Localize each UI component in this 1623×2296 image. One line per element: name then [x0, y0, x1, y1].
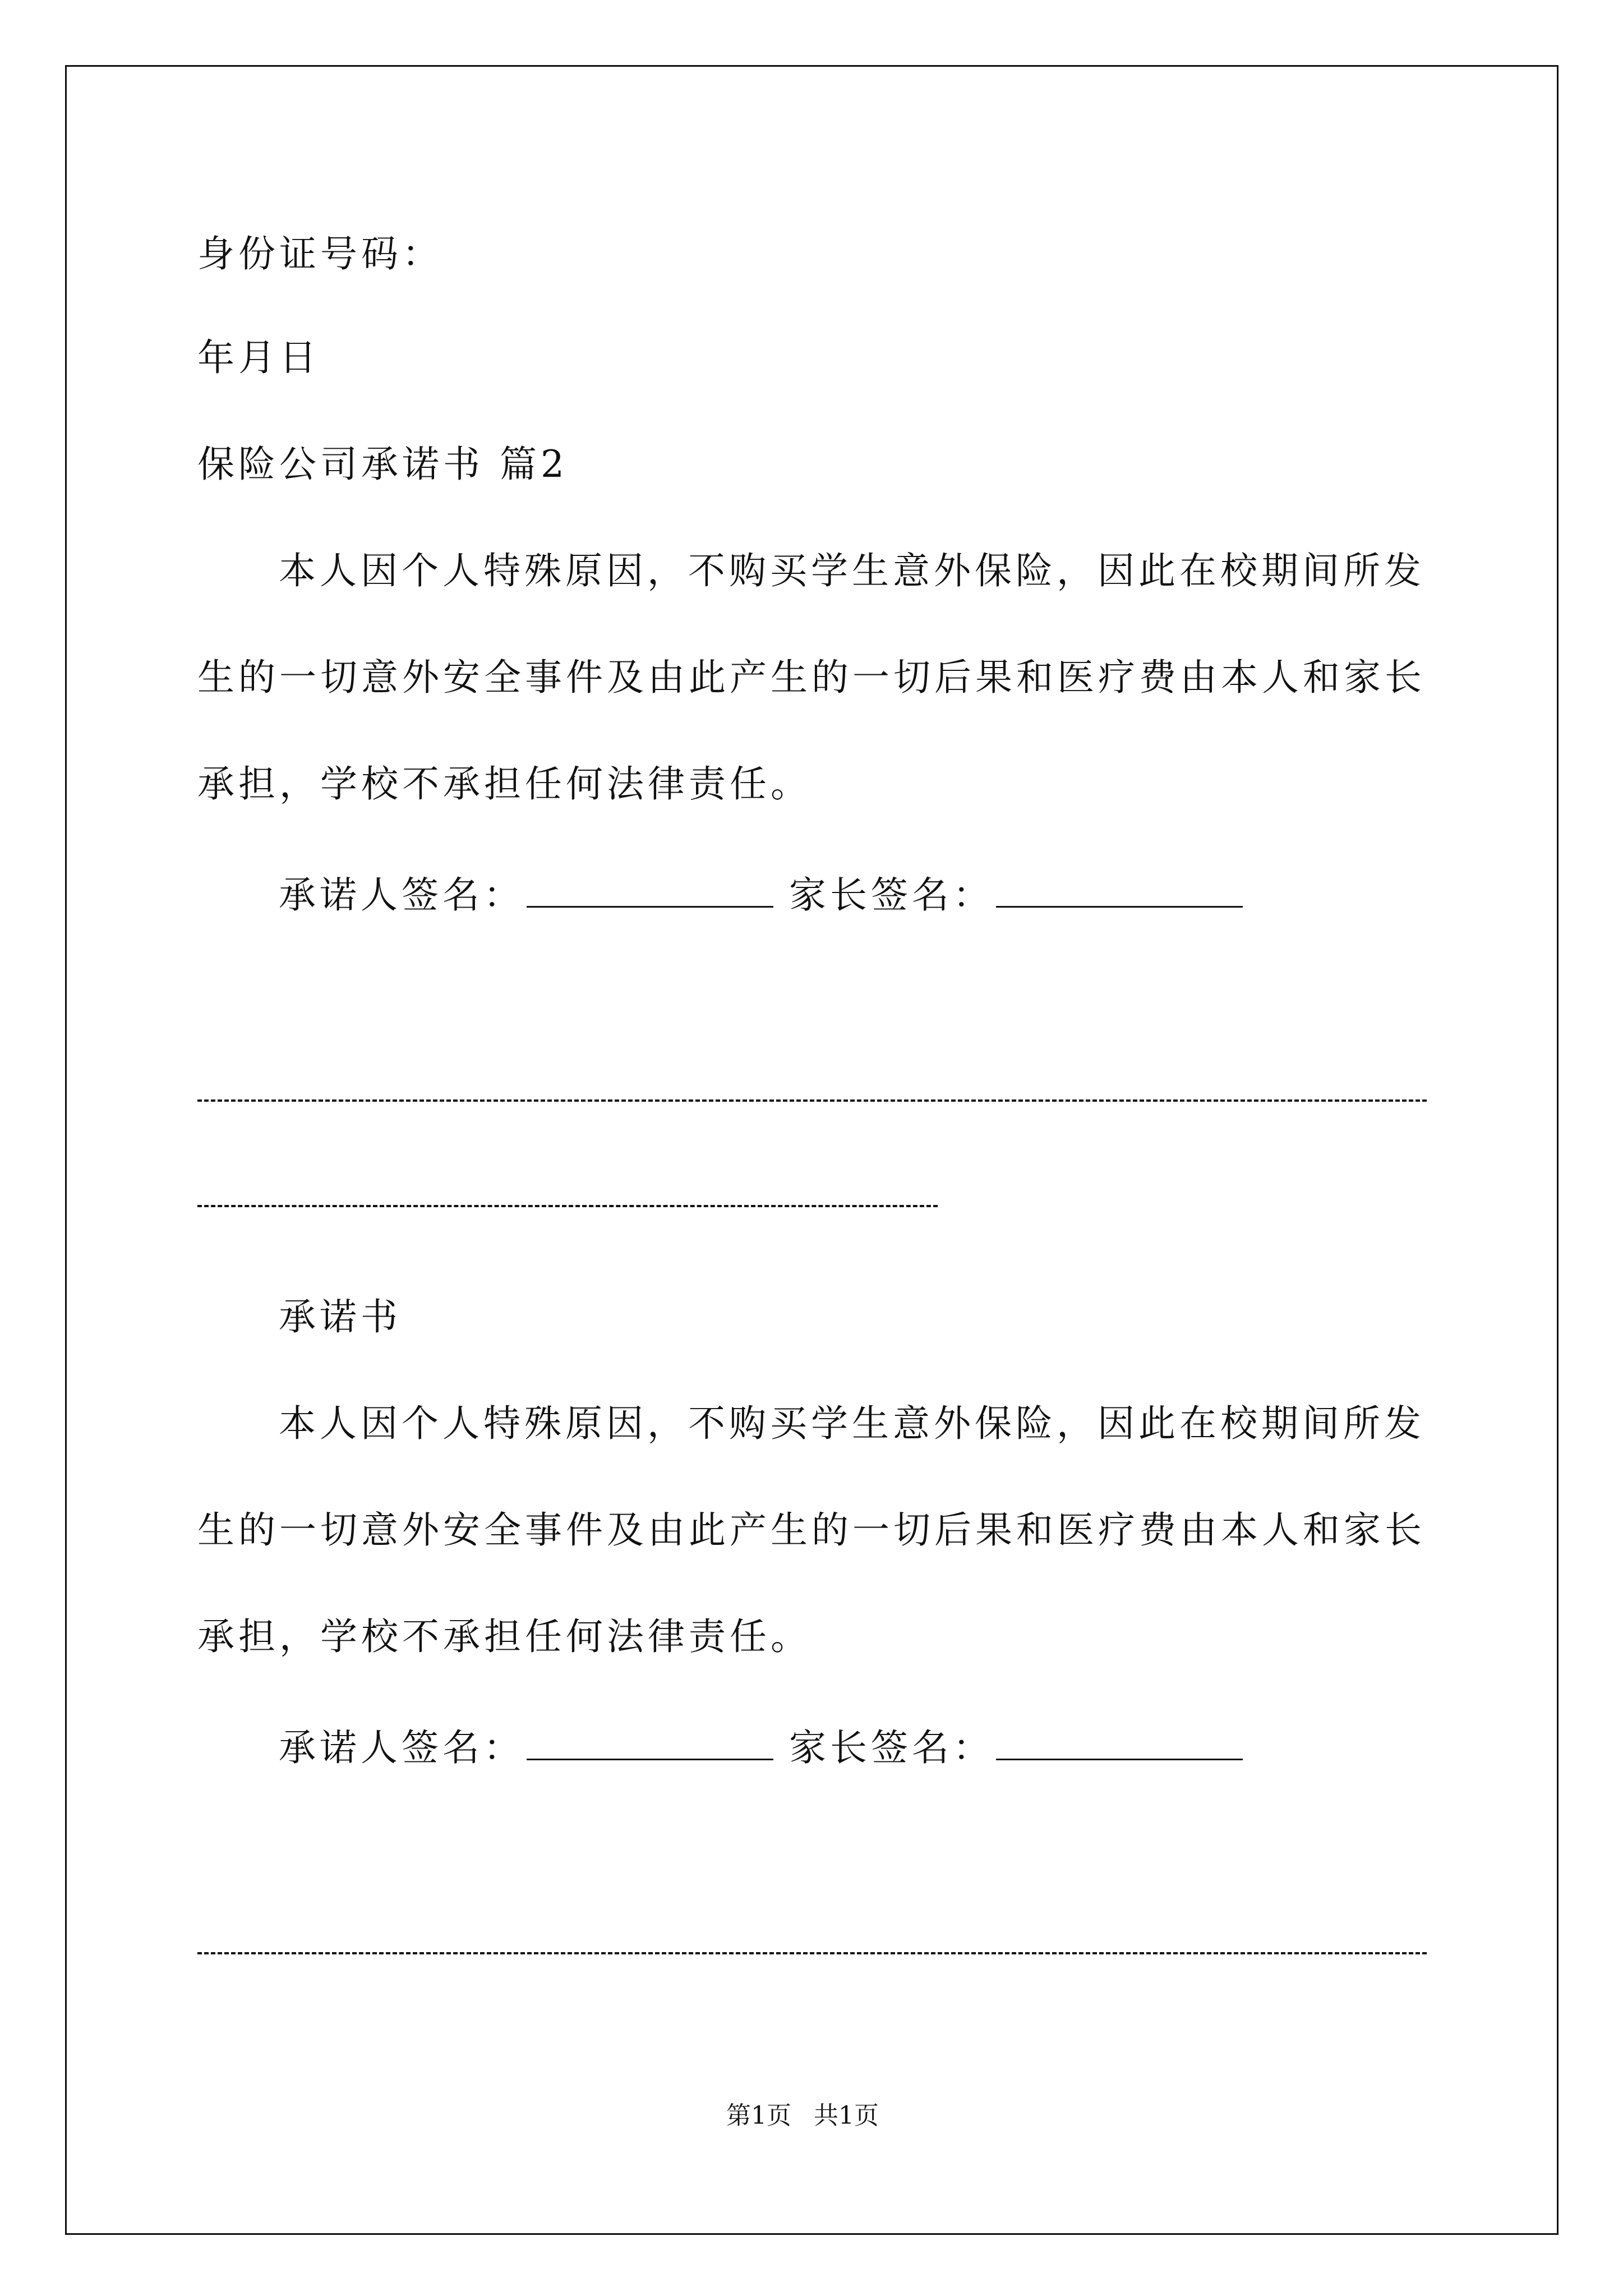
page-number: 第1页 — [726, 2101, 791, 2130]
promiser-signature-blank[interactable] — [527, 1725, 773, 1760]
promiser-signature-label: 承诺人签名： — [279, 1726, 524, 1769]
page-border — [65, 65, 1559, 2235]
paragraph-1-line-3: 承担，学校不承担任何法律责任。 — [197, 762, 811, 806]
parent-signature-blank[interactable] — [996, 872, 1243, 908]
parent-signature-label: 家长签名： — [789, 1726, 994, 1769]
parent-signature-blank[interactable] — [996, 1725, 1243, 1760]
date-label: 年月日 — [197, 336, 320, 379]
page-total: 共1页 — [814, 2101, 879, 2130]
promiser-signature-label: 承诺人签名： — [279, 873, 524, 917]
page-footer — [726, 2095, 901, 2131]
paragraph-1-line-2: 生的一切意外安全事件及由此产生的一切后果和医疗费由本人和家长 — [197, 656, 1426, 699]
signature-line-2 — [279, 1725, 1258, 1769]
separator-line — [197, 1099, 1427, 1102]
section-heading: 保险公司承诺书 篇2 — [197, 443, 568, 486]
separator-line-short — [197, 1205, 938, 1207]
signature-line-1 — [279, 872, 1258, 917]
paragraph-1-line-1: 本人因个人特殊原因，不购买学生意外保险，因此在校期间所发 — [279, 549, 1425, 592]
paragraph-2-line-3: 承担，学校不承担任何法律责任。 — [197, 1615, 811, 1658]
promise-title: 承诺书 — [279, 1295, 402, 1338]
promiser-signature-blank[interactable] — [527, 872, 773, 908]
id-number-label: 身份证号码： — [197, 232, 443, 275]
parent-signature-label: 家长签名： — [789, 873, 994, 917]
paragraph-2-line-2: 生的一切意外安全事件及由此产生的一切后果和医疗费由本人和家长 — [197, 1508, 1426, 1552]
separator-line — [197, 1952, 1427, 1954]
paragraph-2-line-1: 本人因个人特殊原因，不购买学生意外保险，因此在校期间所发 — [279, 1402, 1425, 1445]
